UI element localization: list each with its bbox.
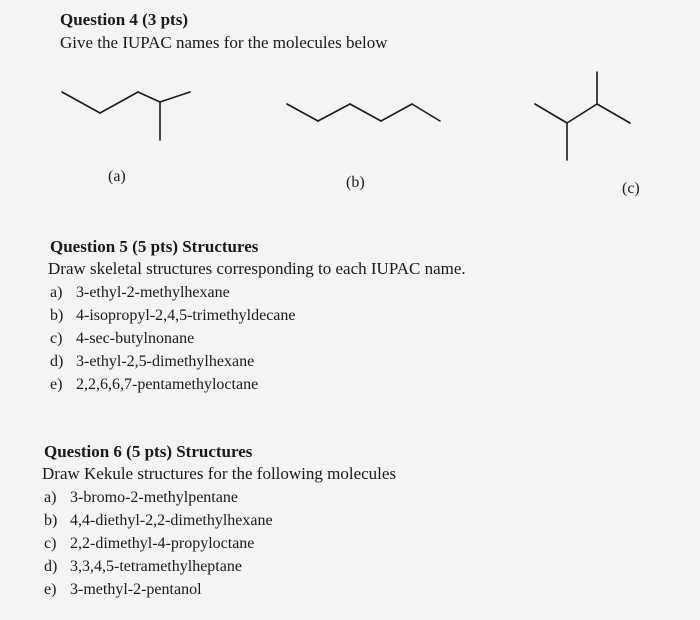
list-item: b) 4-isopropyl-2,4,5-trimethyldecane — [50, 307, 296, 324]
list-item: d) 3,3,4,5-tetramethylheptane — [44, 558, 242, 575]
question-5-instructions: Draw skeletal structures corresponding to each IUPAC name. — [48, 259, 466, 278]
list-item: b) 4,4-diethyl-2,2-dimethylhexane — [44, 512, 273, 529]
molecule-c-label: (c) — [622, 180, 640, 197]
list-item: c) 4-sec-butylnonane — [50, 330, 195, 347]
question-5-list — [50, 281, 296, 396]
list-item: d) 3-ethyl-2,5-dimethylhexane — [50, 353, 255, 370]
question-5-title: Question 5 (5 pts) Structures — [50, 237, 259, 256]
question-6-title: Question 6 (5 pts) Structures — [44, 442, 253, 461]
list-item: e) 3-methyl-2-pentanol — [44, 581, 202, 598]
question-4-title: Question 4 (3 pts) — [60, 10, 188, 29]
question-6-instructions: Draw Kekule structures for the following molecules — [42, 464, 397, 483]
list-item: a) 3-bromo-2-methylpentane — [44, 489, 238, 506]
molecule-b-label: (b) — [346, 174, 365, 191]
list-item: c) 2,2-dimethyl-4-propyloctane — [44, 535, 255, 552]
molecule-a-label: (a) — [108, 168, 126, 185]
list-item: a) 3-ethyl-2-methylhexane — [50, 284, 230, 301]
question-6-list — [44, 486, 273, 601]
list-item: e) 2,2,6,6,7-pentamethyloctane — [50, 376, 259, 393]
question-4-instructions: Give the IUPAC names for the molecules below — [60, 33, 388, 52]
